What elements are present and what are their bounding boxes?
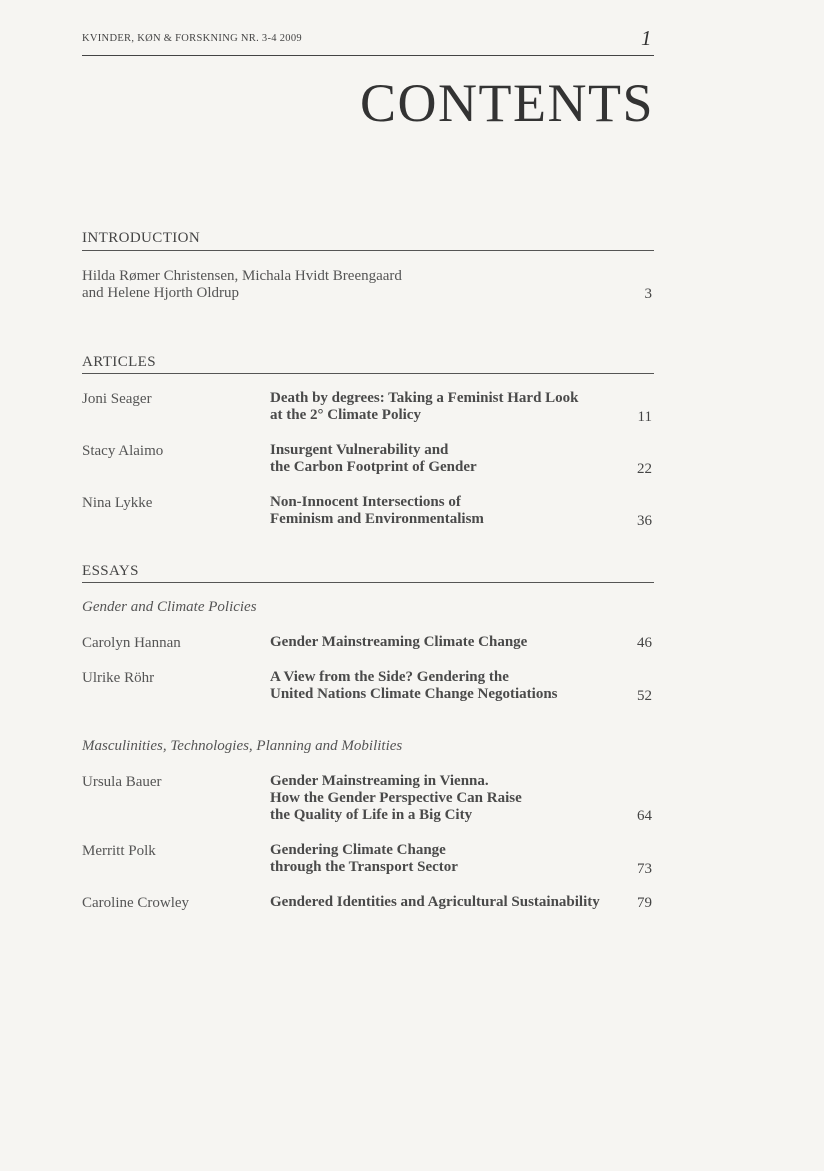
toc-author: Ursula Bauer — [82, 774, 162, 790]
toc-title-line: Non-Innocent Intersections of — [270, 494, 461, 510]
section-heading-introduction: INTRODUCTION — [82, 230, 201, 246]
toc-author: Merritt Polk — [82, 843, 156, 859]
section-rule — [82, 582, 654, 583]
toc-title-line: the Carbon Footprint of Gender — [270, 459, 477, 475]
page-title: CONTENTS — [360, 73, 654, 133]
toc-author: Nina Lykke — [82, 495, 153, 511]
section-rule — [82, 250, 654, 251]
toc-author: Ulrike Röhr — [82, 670, 155, 686]
toc-title-line: Feminism and Environmentalism — [270, 511, 484, 527]
subsection-heading: Masculinities, Technologies, Planning and Mobilities — [82, 738, 403, 754]
page-number: 1 — [641, 26, 652, 50]
toc-title-line: Death by degrees: Taking a Feminist Hard Look — [270, 390, 579, 406]
toc-page-number: 11 — [637, 409, 652, 425]
toc-title-line: Gender Mainstreaming in Vienna. — [270, 773, 489, 789]
subsection-heading: Gender and Climate Policies — [82, 599, 257, 615]
toc-page-number: 22 — [637, 461, 652, 477]
toc-author: Joni Seager — [82, 391, 152, 407]
running-head: KVINDER, KØN & FORSKNING NR. 3-4 2009 — [82, 33, 302, 44]
toc-author: Caroline Crowley — [82, 895, 190, 911]
toc-page-number: 79 — [637, 895, 652, 911]
toc-page-number: 73 — [637, 861, 652, 877]
toc-title-line: How the Gender Perspective Can Raise — [270, 790, 522, 806]
toc-title-line: Insurgent Vulnerability and — [270, 442, 449, 458]
toc-page-number: 36 — [637, 513, 652, 529]
toc-title-line: through the Transport Sector — [270, 859, 458, 875]
section-heading-essays: ESSAYS — [82, 563, 139, 579]
toc-title-line: at the 2° Climate Policy — [270, 407, 421, 423]
toc-author: Stacy Alaimo — [82, 443, 164, 459]
intro-authors-line2: and Helene Hjorth Oldrup — [82, 285, 240, 301]
toc-page-number: 64 — [637, 808, 652, 824]
intro-page-number: 3 — [644, 286, 652, 302]
toc-page-number: 46 — [637, 635, 652, 651]
toc-page-number: 52 — [637, 688, 652, 704]
header-rule — [82, 55, 654, 56]
intro-authors-line1: Hilda Rømer Christensen, Michala Hvidt Breengaard — [82, 268, 402, 284]
toc-title-line: Gendering Climate Change — [270, 842, 446, 858]
toc-title-line: Gender Mainstreaming Climate Change — [270, 634, 528, 650]
toc-title-line: the Quality of Life in a Big City — [270, 807, 473, 823]
toc-author: Carolyn Hannan — [82, 635, 181, 651]
section-rule — [82, 373, 654, 374]
toc-title-line: United Nations Climate Change Negotiations — [270, 686, 558, 702]
section-heading-articles: ARTICLES — [82, 354, 156, 370]
toc-title-line: Gendered Identities and Agricultural Sustainability — [270, 894, 600, 910]
toc-title-line: A View from the Side? Gendering the — [270, 669, 509, 685]
